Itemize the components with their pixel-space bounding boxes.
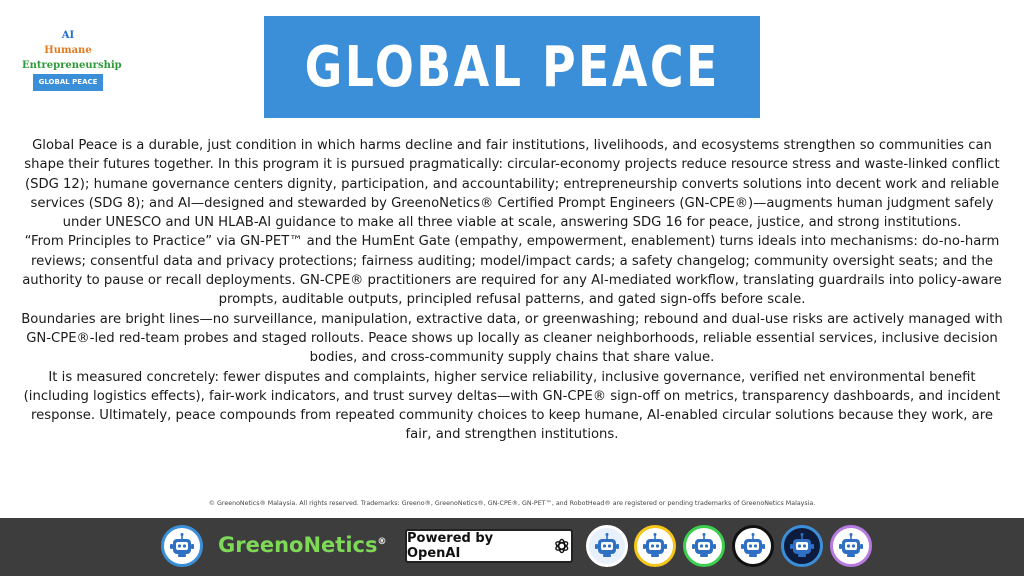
footer-bar: [0, 518, 1024, 576]
brand-registered-mark: ®: [377, 537, 387, 547]
logo-humane-text: Humane: [44, 45, 92, 56]
powered-by-label: Powered by OpenAI: [407, 531, 494, 561]
robot-badge-icon: [634, 525, 676, 567]
robot-badge-icon: [781, 525, 823, 567]
robot-badge-icon: [830, 525, 872, 567]
logo-entrepreneurship-text: Entrepreneurship: [22, 60, 122, 71]
brand-name-text: GreenoNetics: [218, 533, 378, 557]
robot-head-icon: [161, 525, 203, 567]
paragraph-principles: “From Principles to Practice” via GN-PET™ and the HumEnt Gate (empathy, empowerment, enablement) turns ideals into mechanisms: do-no-harm reviews; consentful data and privacy protections; fairness auditing; model/impact cards; a safety changelog; community oversight seats; and the authority to pause or recall deployments. GN-CPE® practitioners are required for any AI-mediated workflow, translating guardrails into policy-aware prompts, auditable outputs, principled refusal patterns, and gated sign-offs before scale.: [22, 234, 1002, 308]
body-text: [18, 136, 1006, 445]
trademark-note: © GreenoNetics® Malaysia. All rights reserved. Trademarks: Greeno®, GreenoNetics®, GN-CPE®, GN-PET™, and RobotHead® are registered or pending trademarks of GreenoNetics Malaysia.: [208, 500, 816, 507]
logo-ai-text: AI: [61, 30, 75, 41]
brand-name: [218, 533, 386, 557]
logo-badge: GLOBAL PEACE: [33, 74, 104, 91]
program-logo: [22, 28, 122, 91]
robot-badge-icon: [683, 525, 725, 567]
title-banner: [264, 16, 760, 118]
paragraph-measurement: It is measured concretely: fewer disputes and complaints, higher service reliability, inclusive governance, verified net environmental benefit (including logistics effects), fair-work indicators, and trust survey deltas—with GN-CPE® sign-off on metrics, transparency dashboards, and incident response. Ultimately, peace compounds from repeated community choices to keep humane, AI-enabled circular solutions because they work, are fair, and strengthen institutions.: [23, 369, 1001, 443]
paragraph-definition: Global Peace is a durable, just condition in which harms decline and fair institutions, livelihoods, and ecosystems strengthen so communities can shape their futures together. In this program it is pursued pragmatically: circular-economy projects reduce resource stress and waste-linked conflict (SDG 12); humane governance centers dignity, participation, and accountability; entrepreneurship converts solutions into decent work and reliable services (SDG 8); and AI—designed and stewarded by GreenoNetics® Certified Prompt Engineers (GN-CPE®)—augments human judgment safely under UNESCO and UN HLAB-AI guidance to make all three viable at scale, answering SDG 16 for peace, justice, and strong institutions.: [24, 138, 1000, 231]
paragraph-boundaries: Boundaries are bright lines—no surveillance, manipulation, extractive data, or greenwashing; rebound and dual-use risks are actively managed with GN-CPE®-led red-team probes and staged rollouts. Peace shows up locally as cleaner neighborhoods, reliable essential services, inclusive decision bodies, and cross-community supply chains that share value.: [21, 311, 1003, 366]
openai-logo-icon: [553, 537, 571, 555]
robot-badge-icon: [586, 525, 628, 567]
powered-by-openai-badge: [405, 529, 573, 563]
robot-badge-icon: [732, 525, 774, 567]
page-title: GLOBAL PEACE: [304, 34, 720, 100]
